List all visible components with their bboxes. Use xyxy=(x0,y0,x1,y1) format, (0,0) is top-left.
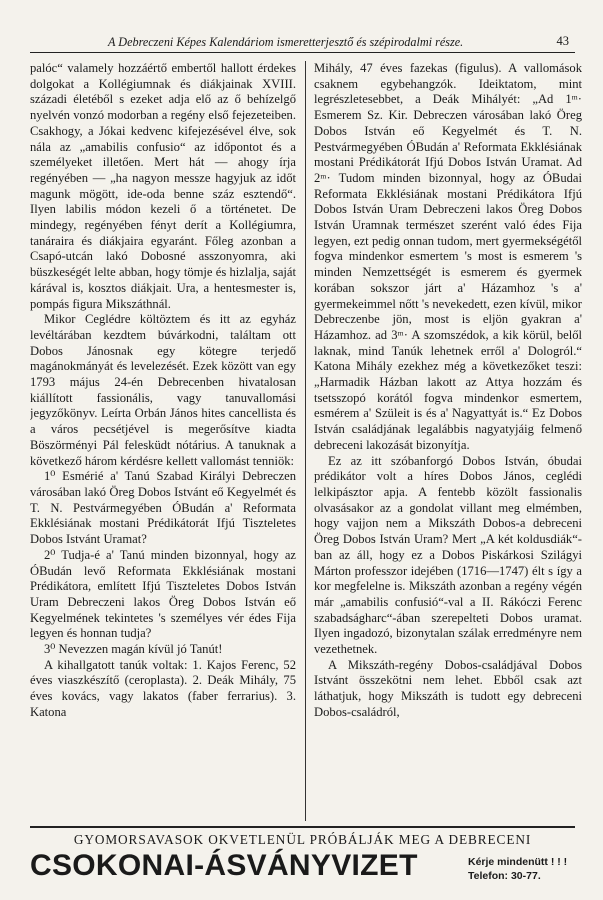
page-number: 43 xyxy=(556,34,569,48)
header-divider xyxy=(30,52,575,53)
left-column xyxy=(30,61,296,821)
ad-brand-name: CSOKONAI-ÁSVÁNYVIZET xyxy=(30,849,418,882)
ad-slogan: GYOMORSAVASOK OKVETLENÜL PRÓBÁLJÁK MEG A DEBRECENI xyxy=(73,832,532,847)
ad-side-block xyxy=(468,855,578,883)
paragraph: A kihallgatott tanúk voltak: 1. Kajos Ferenc, 52 éves viaszkészítő (ceroplasta). 2. Deák Mihály, 75 éves kovács, vagy lakatos (faber ferrarius). 3. Katona xyxy=(30,657,296,719)
running-header xyxy=(30,33,575,51)
paragraph: Mihály, 47 éves fazekas (figulus). A vallomások csaknem egybehangzók. Ideiktatom, mint legrészletesebbet, a Deák Mihályét: „Ad 1ᵐ· Esmerem Sz. Kir. Debreczen városában lakó Öreg Dobos István eő Kegyelmét és T. N. Pestvármegyében ÓBudán a' Reformata Ekklésiának mostani Prédikátorát Ifjú Dobos István Uramat. Ad 2ᵐ· Tudom minden bizonnyal, hogy az ÓBudai Reformata Ekklésiának mostani Prédikátora Ifjú Dobos István Uram Debreczeni lakos Öreg Dobos István Uramnak természet szerént való édes Fija legyen, ezt pedig onnan tudom, mert gyermekségétől fogva mindenkor esmertem 's most is esmerem 's minden Nemzettségét is esmerem és gyermek korában sokszor járt a' Házamhoz 's a' gyermekeimmel nőtt 's nevekedett, ezen kívül, mikor Debreczenbe jön, most is eljön gyakran a' Házamhoz. ad 3ᵐ· A szomszédok, a kik körül, belől laknak, mind Tanúk lehetnek erről a' Dologról.“ Katona Mihály ezekhez még a következőket teszi: „Harmadik Házban lakott az Attya hozzám és tsetsszopó korától fogva mindenkor esmertem, esmérem a' Szüleit is és a' Nagyattyát is.“ Ez Dobos István családjának legalábbis nagyatyjáig felmenő debreceni lakozását bizonyítja. xyxy=(314,61,582,452)
paragraph: Mikor Ceglédre költöztem és itt az egyház levéltárában kezdtem búvárkodni, találtam ott Dobos Jánosnak egy kötegre terjedő magánokmányát és levelezését. Ezek között van egy 1793 május 24-én Debrecenben hivatalosan kiállított fassionális, vagy tanuvallomási jegyzőkönyv. Leírta Orbán János hites cancellista és a város pecsétjével is megerősítve kiadta Böszörményi Pál felesküdt nótárius. A tanuknak a következő három kérdésre kellett vallomást tenniök: xyxy=(30,312,296,468)
paragraph: palóc“ valamely hozzáértő embertől hallott érdekes dolgokat a Kollégiumnak és diákjainak XVIII. századi életéből s ezeket adja elő az ő behízelgő nyelvén vonzó modorban a regény első fejezeteiben. Csakhogy, a Jókai kedvenc kifejezésével élve, sok nála az „amabilis confusio“ az időpontot és a személyeket illetően. Mert hát — ahogy írja regényében — „ha nagyon messze hagyjuk az időt magunk mögött, ide-oda benne száz esztendő“. Ilyen labilis módon kezeli ő a történetet. De mindegy, regényében fényt derít a Kollégiumra, tanáraira és diákjaira egyaránt. Főleg azonban a Csapó-utcán lakó Dobosné asszonyomra, aki büszkeségét lelte abban, hogy tömje és hizlalja, saját kárával is, kosztos diákjait. Ura, a hentesmester is, pompás figura Mikszáthnál. xyxy=(30,61,296,311)
ad-note: Kérje mindenütt ! ! ! xyxy=(468,856,568,868)
paragraph: 2⁰ Tudja-é a' Tanú minden bizonnyal, hogy az ÓBudán levő Reformata Ekklésiának mostani Prédikátora, említett Ifjú Tiszteletes Dobos István Uram Debreczeni lakos Öreg Dobos István eő Kegyelmének tekintetes 's személyes vér édes Fija legyen és honnan tudja? xyxy=(30,547,296,641)
column-divider xyxy=(305,61,306,821)
paragraph: 1⁰ Esmérié a' Tanú Szabad Királyi Debreczen városában lakó Öreg Dobos Istvánt eő Kegyelmét és T. N. Pestvármegyében ÓBudán a' Reformata Ekklésiának mostani Prédikátorát Ifjú Tiszteletes Dobos Istvánt Uramat? xyxy=(30,469,296,547)
running-title: A Debreczeni Képes Kalendáriom ismeretterjesztő és szépirodalmi része. xyxy=(108,35,464,49)
paragraph: Ez az itt szóbanforgó Dobos István, óbudai prédikátor volt a híres Dobos János, ceglédi lelkipásztor apja. A fentebb közölt fassionalis olvasásakor az a gondolat villant meg elmémben, hogy vajjon nem a Mikszáth Dobos-a debreceni Öreg Dobos István Uram? Mert „A két koldusdiák“-ban az áll, hogy ez a Dobos Piskárkosi Szilágyi Márton professzor idejében (1716—1747) élt s így a kor megfelelne is. Mikszáth azonban a regény végén már „amabilis confusió“-val a II. Rákóczi Ferenc szabadságharc“-ában szerepelteti Dobos uramat. Ilyen ingadozó, bizonytalan szálak erredményre nem vezethetnek. xyxy=(314,453,582,657)
right-column xyxy=(314,61,582,821)
ad-phone: Telefon: 30-77. xyxy=(468,870,541,882)
paragraph: A Mikszáth-regény Dobos-családjával Dobos Istvánt összekötni nem lehet. Ebből csak azt láthatjuk, hogy Mikszáth is tudott egy debreceni Dobos-családról, xyxy=(314,657,582,719)
paragraph: 3⁰ Nevezzen magán kívül jó Tanút! xyxy=(44,642,223,657)
footer-divider xyxy=(30,826,575,828)
